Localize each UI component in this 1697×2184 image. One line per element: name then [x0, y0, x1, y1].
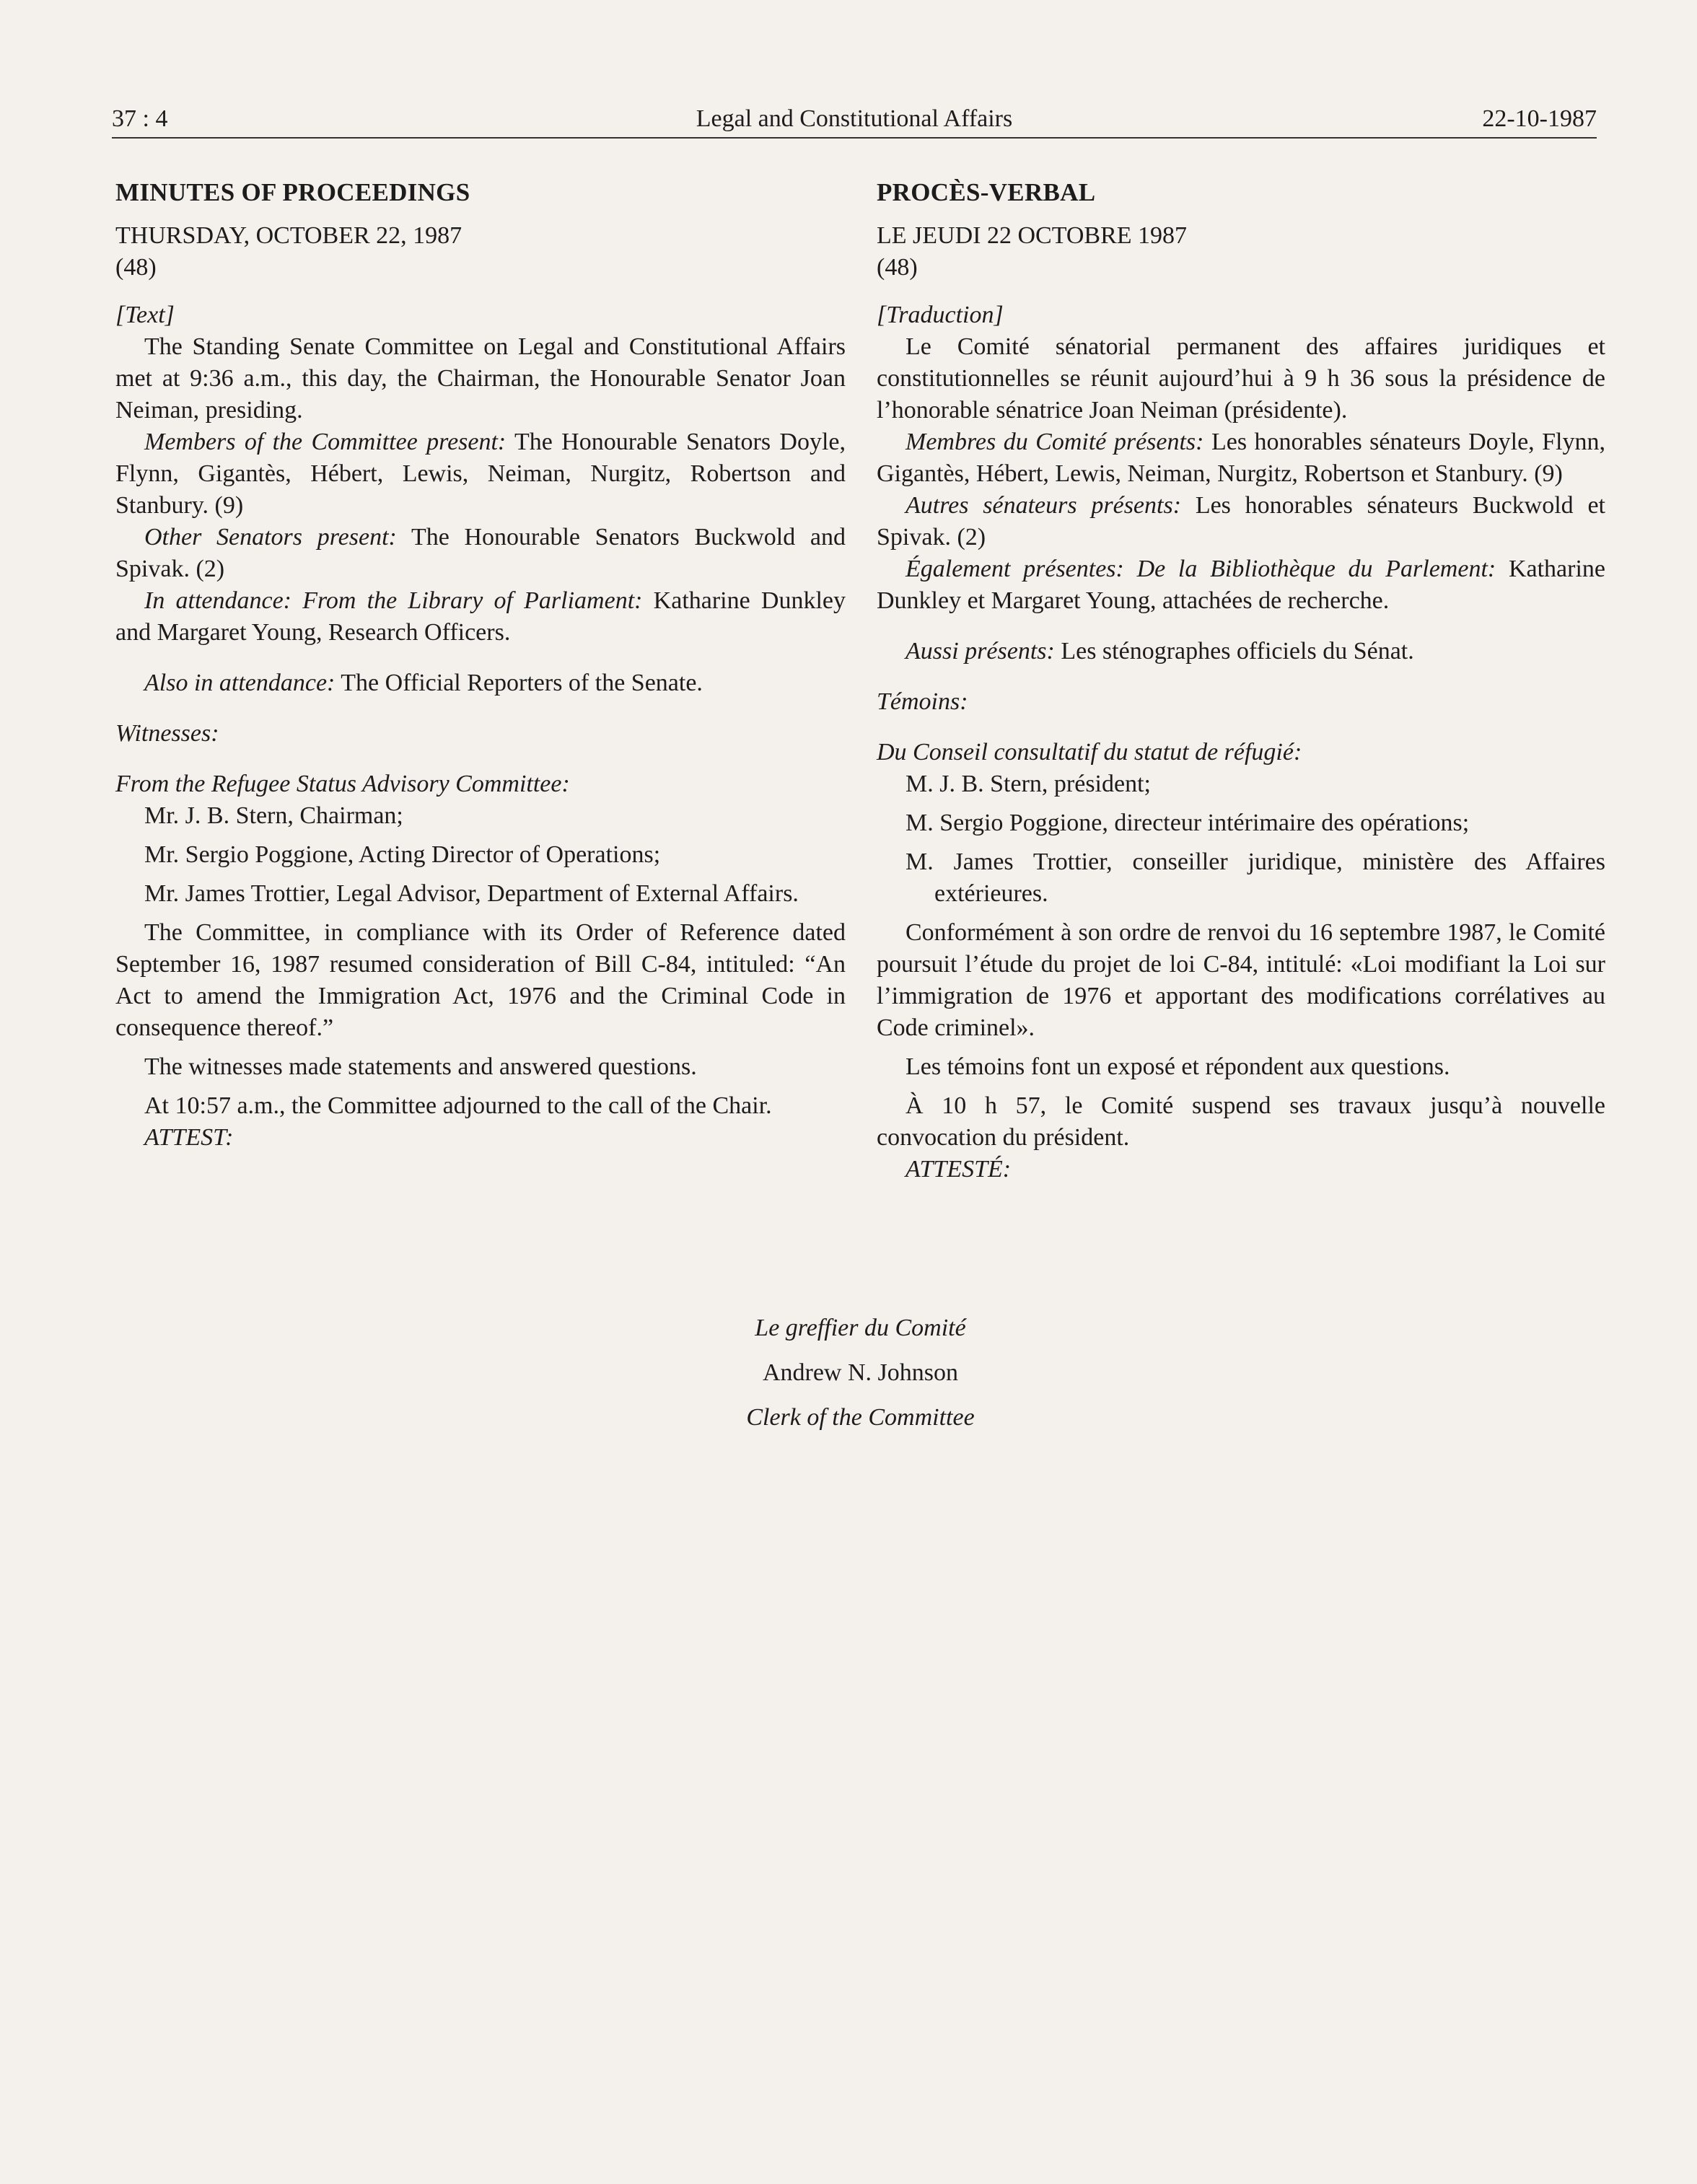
english-column	[115, 177, 846, 1154]
french-also-paragraph	[877, 636, 1605, 667]
french-heading: PROCÈS-VERBAL	[877, 178, 1096, 206]
french-text-tag: [Traduction]	[877, 302, 1004, 328]
french-other-senators-paragraph	[877, 490, 1605, 553]
english-adjourned-paragraph: At 10:57 a.m., the Committee adjourned to the call of the Chair.	[144, 1092, 772, 1119]
french-witnesses-label: Témoins:	[877, 688, 968, 715]
french-witness: M. James Trottier, conseiller juridique, ministère des Affaires extérieures.	[905, 848, 1605, 907]
french-also-label: Aussi présents:	[905, 638, 1055, 665]
french-witness: M. J. B. Stern, président;	[905, 771, 1151, 797]
english-other-text: The Honourable Senators Buckwold and Spivak. (2)	[115, 524, 846, 582]
english-opening-paragraph: The Standing Senate Committee on Legal and Constitutional Affairs met at 9:36 a.m., this day, the Chairman, the Honourable Senator Joan Neiman, presiding.	[115, 333, 846, 424]
english-witness: Mr. J. B. Stern, Chairman;	[144, 802, 403, 829]
english-issue-number: (48)	[115, 254, 157, 281]
english-attendance-label: In attendance: From the Library of Parliament:	[144, 587, 643, 614]
english-witnesses-label: Witnesses:	[115, 720, 219, 747]
english-heading: MINUTES OF PROCEEDINGS	[115, 178, 470, 206]
english-witness: Mr. Sergio Poggione, Acting Director of Operations;	[144, 841, 661, 868]
english-from-label: From the Refugee Status Advisory Committee:	[115, 771, 570, 797]
english-statements-paragraph: The witnesses made statements and answered questions.	[144, 1053, 697, 1080]
english-also-text: The Official Reporters of the Senate.	[341, 670, 703, 696]
clerk-name: Andrew N. Johnson	[762, 1359, 959, 1386]
french-opening-paragraph: Le Comité sénatorial permanent des affaires juridiques et constitutionnelles se réunit aujourd’hui à 9 h 36 sous la présidence de l’honorable sénatrice Joan Neiman (présidente).	[877, 333, 1605, 424]
french-attendance-text: Katharine Dunkley et Margaret Young, attachées de recherche.	[877, 556, 1605, 614]
english-other-label: Other Senators present:	[144, 524, 397, 551]
french-attendance-label: Également présentes: De la Bibliothèque du Parlement:	[905, 556, 1496, 582]
running-header	[112, 101, 1597, 139]
header-date: 22-10-1987	[1482, 105, 1597, 132]
english-also-paragraph	[115, 667, 846, 699]
english-compliance-paragraph: The Committee, in compliance with its Order of Reference dated September 16, 1987 resumed consideration of Bill C-84, intituled: “An Act to amend the Immigration Act, 1976 and the Criminal Code in consequence thereof.”	[115, 919, 846, 1041]
english-attendance-text: Katharine Dunkley and Margaret Young, Research Officers.	[115, 587, 846, 646]
clerk-title-english: Clerk of the Committee	[746, 1404, 975, 1431]
french-issue-number: (48)	[877, 254, 918, 281]
english-members-text: The Honourable Senators Doyle, Flynn, Gigantès, Hébert, Lewis, Neiman, Nurgitz, Robertson and Stanbury. (9)	[115, 429, 846, 519]
french-other-text: Les honorables sénateurs Buckwold et Spivak. (2)	[877, 492, 1605, 551]
french-compliance-paragraph: Conformément à son ordre de renvoi du 16 septembre 1987, le Comité poursuit l’étude du projet de loi C-84, intitulé: «Loi modifiant la Loi sur l’immigration de 1976 et apportant des modifications corrélatives au Code criminel».	[877, 919, 1605, 1041]
clerk-title-french: Le greffier du Comité	[755, 1315, 966, 1341]
english-other-senators-paragraph	[115, 522, 846, 585]
french-column	[877, 177, 1605, 1185]
publication-title: Legal and Constitutional Affairs	[696, 105, 1013, 132]
french-other-label: Autres sénateurs présents:	[905, 492, 1182, 519]
french-from-label: Du Conseil consultatif du statut de réfugié:	[877, 739, 1302, 766]
french-members-label: Membres du Comité présents:	[905, 429, 1204, 455]
french-attest: ATTESTÉ:	[905, 1156, 1012, 1183]
english-witness: Mr. James Trottier, Legal Advisor, Department of External Affairs.	[144, 880, 799, 907]
page-number: 37 : 4	[112, 105, 168, 132]
french-also-text: Les sténographes officiels du Sénat.	[1061, 638, 1414, 665]
english-also-label: Also in attendance:	[144, 670, 336, 696]
french-witness: M. Sergio Poggione, directeur intérimaire des opérations;	[905, 810, 1470, 836]
french-statements-paragraph: Les témoins font un exposé et répondent aux questions.	[905, 1053, 1450, 1080]
clerk-signature-block	[115, 1306, 1605, 1440]
french-adjourned-paragraph: À 10 h 57, le Comité suspend ses travaux jusqu’à nouvelle convocation du président.	[877, 1092, 1605, 1151]
french-members-paragraph	[877, 426, 1605, 490]
english-members-label: Members of the Committee present:	[144, 429, 507, 455]
french-members-text: Les honorables sénateurs Doyle, Flynn, Gigantès, Hébert, Lewis, Neiman, Nurgitz, Robertson et Stanbury. (9)	[877, 429, 1605, 487]
english-attest: ATTEST:	[144, 1124, 234, 1151]
english-members-paragraph	[115, 426, 846, 522]
french-attendance-paragraph	[877, 553, 1605, 617]
english-date: THURSDAY, OCTOBER 22, 1987	[115, 222, 462, 249]
english-text-tag: [Text]	[115, 302, 175, 328]
english-attendance-paragraph	[115, 585, 846, 649]
french-date: LE JEUDI 22 OCTOBRE 1987	[877, 222, 1188, 249]
